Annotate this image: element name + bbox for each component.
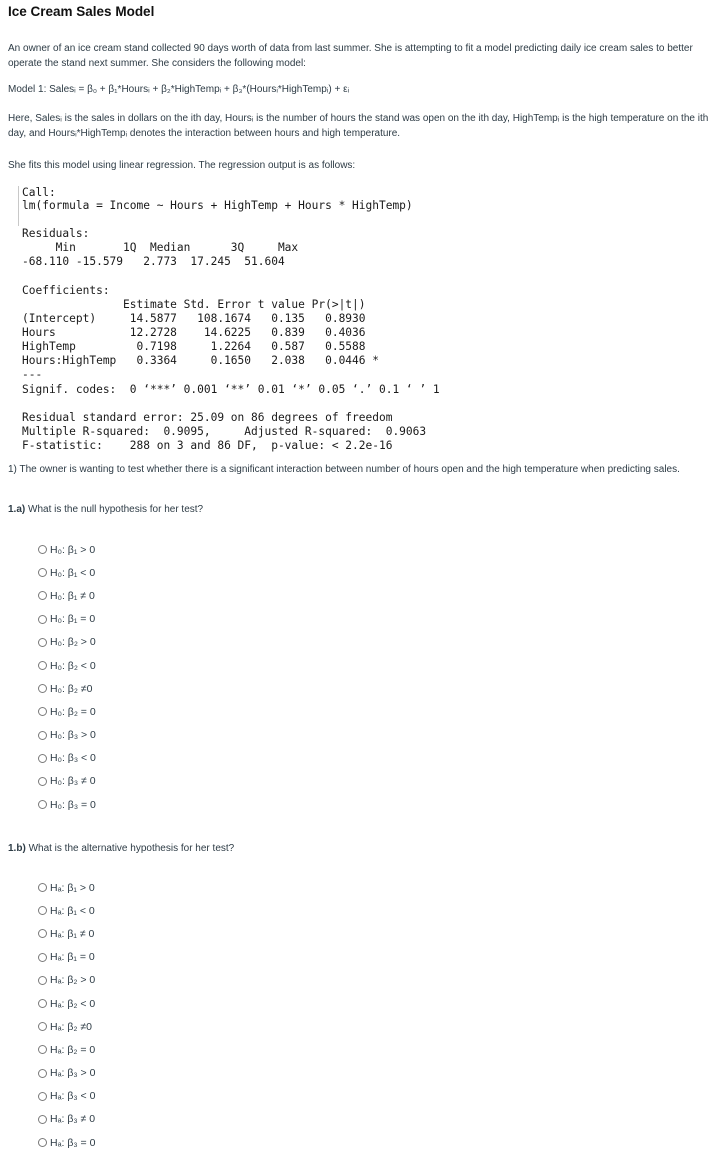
question-1b — [8, 843, 234, 854]
option-label: Hₐ: β₁ ≠ 0 — [50, 927, 95, 940]
radio-icon[interactable] — [38, 615, 47, 624]
coefficients-label: Coefficients: — [22, 284, 110, 297]
alt-option-4[interactable] — [38, 946, 95, 969]
option-label: H₀: β₂ < 0 — [50, 659, 96, 672]
model-equation: Salesᵢ = β₀ + β₁*Hoursᵢ + β₂*HighTempᵢ + β₃*(Hoursᵢ*HighTempᵢ) + εᵢ — [49, 84, 350, 95]
model-line — [8, 82, 713, 97]
radio-icon[interactable] — [38, 545, 47, 554]
alt-option-3[interactable] — [38, 922, 95, 945]
coefficients-header: Estimate Std. Error t value Pr(>|t|) — [22, 298, 366, 311]
option-label: Hₐ: β₁ < 0 — [50, 904, 95, 917]
page-title: Ice Cream Sales Model — [8, 4, 155, 19]
option-label: H₀: β₂ > 0 — [50, 636, 96, 649]
intro-paragraph: An owner of an ice cream stand collected 90 days worth of data from last summer. She is attempting to fit a model predicting daily ice cream sales to better operate the stand next summer. She considers the following model: — [8, 43, 693, 69]
residual-std-error: Residual standard error: 25.09 on 86 degrees of freedom — [22, 411, 393, 424]
radio-icon[interactable] — [38, 707, 47, 716]
null-option-3[interactable] — [38, 584, 96, 607]
radio-icon[interactable] — [38, 638, 47, 647]
alt-option-11[interactable] — [38, 1108, 95, 1131]
call-label: Call: — [22, 186, 56, 199]
coef-row-hours: Hours 12.2728 14.6225 0.839 0.4036 — [22, 326, 366, 339]
radio-icon[interactable] — [38, 953, 47, 962]
alt-option-5[interactable] — [38, 969, 95, 992]
alt-option-10[interactable] — [38, 1085, 95, 1108]
null-option-8[interactable] — [38, 700, 96, 723]
question-1-text: 1) The owner is wanting to test whether there is a significant interaction between number of hours open and the high temperature when predicting sales. — [8, 464, 680, 475]
null-option-5[interactable] — [38, 631, 96, 654]
coef-row-hightemp: HighTemp 0.7198 1.2264 0.587 0.5588 — [22, 340, 366, 353]
radio-icon[interactable] — [38, 754, 47, 763]
radio-icon[interactable] — [38, 1115, 47, 1124]
radio-icon[interactable] — [38, 800, 47, 809]
null-option-11[interactable] — [38, 770, 96, 793]
signif-codes: Signif. codes: 0 ‘***’ 0.001 ‘**’ 0.01 ‘*’ 0.05 ‘.’ 0.1 ‘ ’ 1 — [22, 383, 440, 396]
alt-option-9[interactable] — [38, 1062, 95, 1085]
coef-row-intercept: (Intercept) 14.5877 108.1674 0.135 0.8930 — [22, 312, 366, 325]
alt-option-8[interactable] — [38, 1038, 95, 1061]
null-option-1[interactable] — [38, 538, 96, 561]
null-option-12[interactable] — [38, 793, 96, 816]
option-label: Hₐ: β₁ = 0 — [50, 951, 95, 964]
description-paragraph: Here, Salesᵢ is the sales in dollars on the ith day, Hoursᵢ is the number of hours the stand was open on the ith day, HighTempᵢ is the high temperature on the ith day, and Hoursᵢ*HighTempᵢ denotes the interaction between hours and high temperature. — [8, 113, 709, 139]
option-label: Hₐ: β₂ < 0 — [50, 997, 96, 1010]
radio-icon[interactable] — [38, 591, 47, 600]
null-option-7[interactable] — [38, 677, 96, 700]
question-1a-text: What is the null hypothesis for her test? — [28, 504, 204, 515]
option-label: Hₐ: β₃ < 0 — [50, 1090, 96, 1103]
question-1a-number: 1.a) — [8, 504, 26, 515]
option-label: Hₐ: β₃ ≠ 0 — [50, 1113, 96, 1126]
option-label: H₀: β₁ < 0 — [50, 566, 96, 579]
option-label: H₀: β₃ = 0 — [50, 798, 96, 811]
option-label: Hₐ: β₁ > 0 — [50, 881, 95, 894]
radio-icon[interactable] — [38, 731, 47, 740]
null-hypothesis-options — [38, 538, 96, 816]
option-label: Hₐ: β₂ > 0 — [50, 974, 96, 987]
null-option-6[interactable] — [38, 654, 96, 677]
f-statistic: F-statistic: 288 on 3 and 86 DF, p-value: < 2.2e-16 — [22, 439, 393, 452]
option-label: Hₐ: β₂ = 0 — [50, 1043, 96, 1056]
code-left-border — [18, 186, 19, 226]
alt-option-2[interactable] — [38, 899, 95, 922]
residuals-header: Min 1Q Median 3Q Max — [22, 241, 299, 254]
question-1b-number: 1.b) — [8, 843, 26, 854]
residuals-values: -68.110 -15.579 2.773 17.245 51.604 — [22, 255, 285, 268]
call-formula: lm(formula = Income ~ Hours + HighTemp + Hours * HighTemp) — [22, 199, 413, 212]
alt-option-6[interactable] — [38, 992, 95, 1015]
option-label: Hₐ: β₃ > 0 — [50, 1067, 96, 1080]
option-label: H₀: β₂ = 0 — [50, 705, 96, 718]
radio-icon[interactable] — [38, 684, 47, 693]
radio-icon[interactable] — [38, 906, 47, 915]
option-label: H₀: β₃ > 0 — [50, 729, 96, 742]
radio-icon[interactable] — [38, 1069, 47, 1078]
model-label: Model 1: — [8, 84, 47, 95]
option-label: H₀: β₁ = 0 — [50, 613, 96, 626]
fit-text: She fits this model using linear regression. The regression output is as follows: — [8, 160, 356, 171]
option-label: Hₐ: β₃ = 0 — [50, 1136, 96, 1149]
option-label: H₀: β₃ < 0 — [50, 752, 96, 765]
radio-icon[interactable] — [38, 976, 47, 985]
alternative-hypothesis-options — [38, 876, 95, 1154]
radio-icon[interactable] — [38, 1138, 47, 1147]
option-label: H₀: β₃ ≠ 0 — [50, 775, 96, 788]
alt-option-7[interactable] — [38, 1015, 95, 1038]
null-option-2[interactable] — [38, 561, 96, 584]
radio-icon[interactable] — [38, 661, 47, 670]
separator: --- — [22, 368, 43, 381]
radio-icon[interactable] — [38, 1022, 47, 1031]
radio-icon[interactable] — [38, 929, 47, 938]
radio-icon[interactable] — [38, 1045, 47, 1054]
radio-icon[interactable] — [38, 777, 47, 786]
r-squared: Multiple R-squared: 0.9095, Adjusted R-squared: 0.9063 — [22, 425, 427, 438]
regression-output — [22, 186, 522, 456]
option-label: H₀: β₂ ≠0 — [50, 682, 93, 695]
null-option-4[interactable] — [38, 608, 96, 631]
radio-icon[interactable] — [38, 568, 47, 577]
radio-icon[interactable] — [38, 999, 47, 1008]
radio-icon[interactable] — [38, 883, 47, 892]
residuals-label: Residuals: — [22, 227, 90, 240]
alt-option-12[interactable] — [38, 1131, 95, 1154]
null-option-9[interactable] — [38, 724, 96, 747]
null-option-10[interactable] — [38, 747, 96, 770]
option-label: H₀: β₁ > 0 — [50, 543, 96, 556]
option-label: H₀: β₁ ≠ 0 — [50, 589, 95, 602]
coef-row-interaction: Hours:HighTemp 0.3364 0.1650 2.038 0.0446 * — [22, 354, 379, 367]
question-1a — [8, 504, 203, 515]
radio-icon[interactable] — [38, 1092, 47, 1101]
option-label: Hₐ: β₂ ≠0 — [50, 1020, 92, 1033]
alt-option-1[interactable] — [38, 876, 95, 899]
question-1b-text: What is the alternative hypothesis for her test? — [28, 843, 235, 854]
